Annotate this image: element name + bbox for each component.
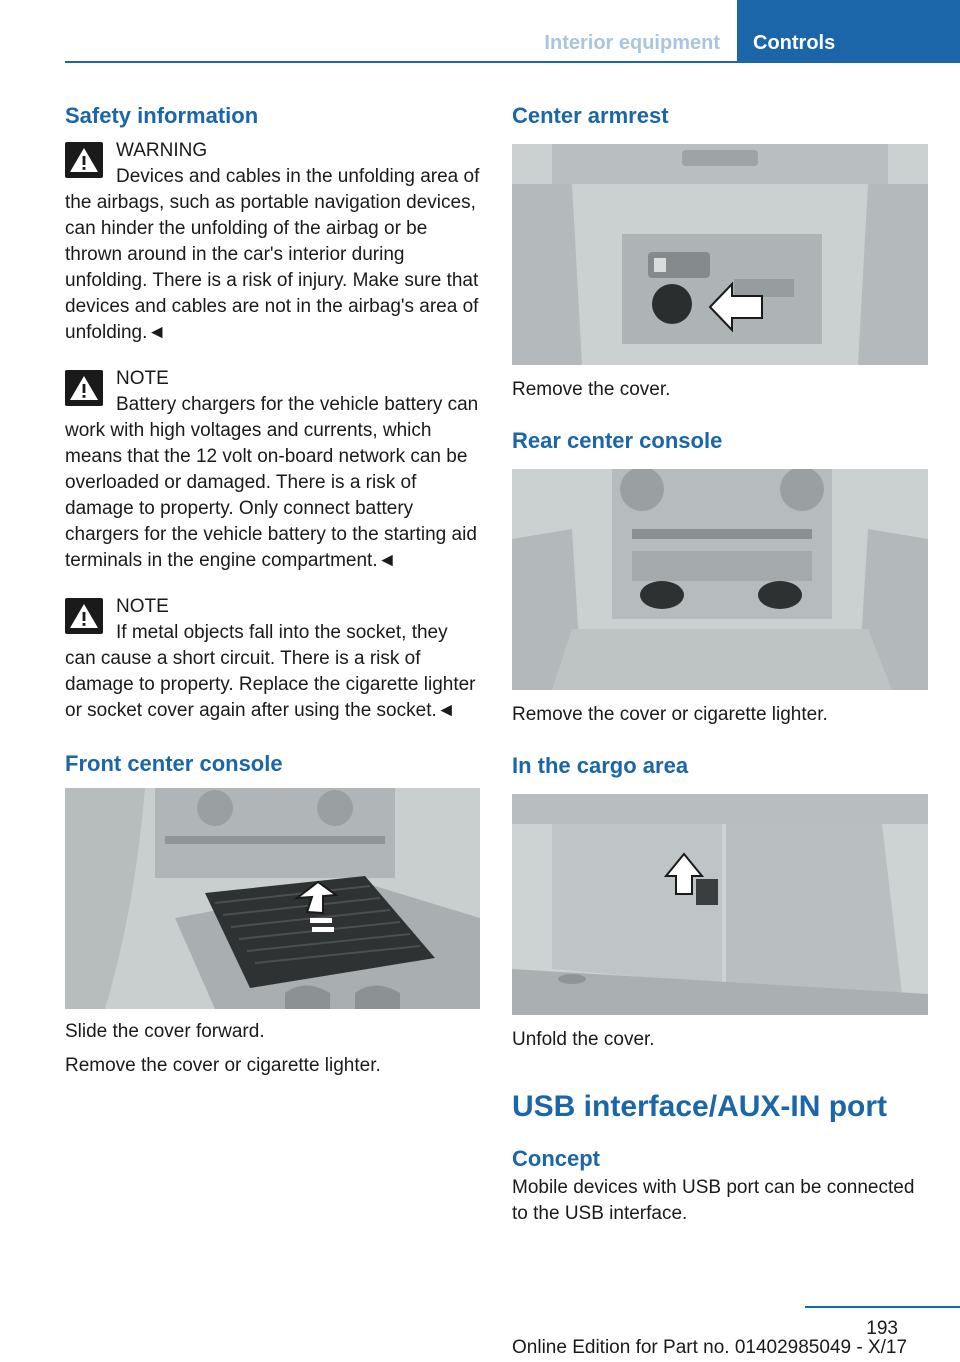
- footer-rule: [805, 1306, 960, 1308]
- rear-console-heading: Rear center console: [512, 428, 723, 453]
- note-block: [65, 366, 483, 574]
- header-chapter-tab: Controls: [737, 0, 960, 61]
- armrest-text: Remove the cover.: [512, 379, 671, 400]
- note-text: If metal objects fall into the socket, they can cause a short circuit. There is a risk of damage to property. Replace the cigarette lighter or socket cover again after using the socket.◄: [65, 622, 476, 721]
- warning-text: Devices and cables in the unfolding area of the airbags, such as portable navigation devices, can hinder the unfolding of the airbag or be thrown around in the car's interior during unfolding. There is a risk of injury. Make sure that devices and cables are not in the airbag's area of unfolding.◄: [65, 166, 480, 343]
- note-label: NOTE: [116, 596, 169, 617]
- usb-heading: USB interface/AUX-IN port: [512, 1090, 888, 1123]
- note-text: Battery chargers for the vehicle battery can work with high voltages and currents, which means that the 12 volt on-board network can be overloaded or damaged. There is a risk of damage to property. Only connect battery chargers for the vehicle battery to the starting aid terminals in the engine compartment.◄: [65, 394, 479, 571]
- right-column: [512, 100, 928, 1227]
- cargo-heading: In the cargo area: [512, 753, 689, 778]
- front-console-figure: [65, 788, 480, 1009]
- front-text-1: Slide the cover forward.: [65, 1021, 265, 1042]
- edition-note: Online Edition for Part no. 01402985049 - X/17: [512, 1337, 908, 1358]
- rear-console-figure: [512, 469, 928, 690]
- note-label: NOTE: [116, 368, 169, 389]
- page-number: 193: [866, 1318, 898, 1339]
- warning-triangle-icon: [65, 598, 103, 634]
- cargo-text: Unfold the cover.: [512, 1029, 655, 1050]
- armrest-heading: Center armrest: [512, 103, 669, 128]
- header-section: Interior equipment: [544, 32, 720, 54]
- concept-text: Mobile devices with USB port can be connected to the USB interface.: [512, 1177, 915, 1224]
- front-console-heading: Front center console: [65, 751, 283, 776]
- rear-text: Remove the cover or cigarette lighter.: [512, 704, 828, 725]
- safety-heading: Safety information: [65, 103, 259, 128]
- left-column: [65, 100, 483, 1079]
- note-block: [65, 594, 483, 724]
- warning-label: WARNING: [116, 140, 208, 161]
- header-rule: [65, 61, 960, 63]
- concept-heading: Concept: [512, 1146, 600, 1171]
- cargo-figure: [512, 794, 928, 1015]
- warning-triangle-icon: [65, 142, 103, 178]
- front-text-2: Remove the cover or cigarette lighter.: [65, 1055, 381, 1076]
- warning-block: [65, 138, 483, 346]
- armrest-figure: [512, 144, 928, 365]
- warning-triangle-icon: [65, 370, 103, 406]
